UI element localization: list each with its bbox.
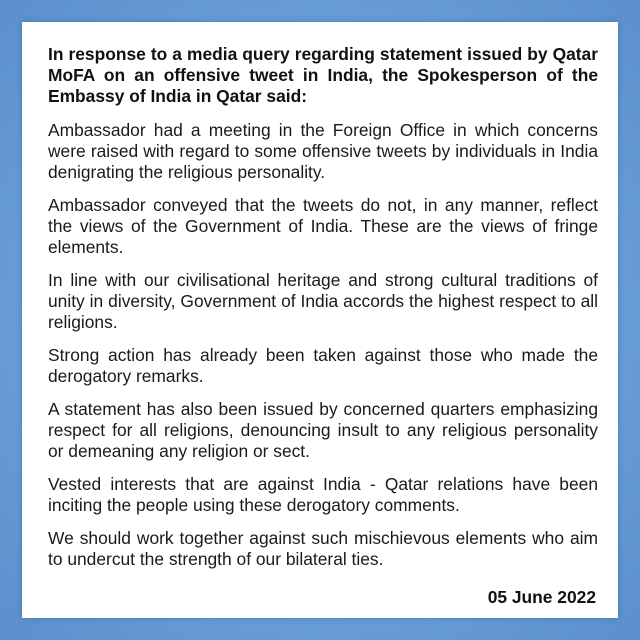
statement-date: 05 June 2022 — [487, 587, 596, 607]
statement-card — [22, 22, 618, 618]
statement-paragraph-2: Ambassador conveyed that the tweets do not, in any manner, reflect the views of the Government of India. These are the views of fringe elements. — [48, 195, 598, 257]
statement-paragraph-6: Vested interests that are against India - Qatar relations have been inciting the people using these derogatory comments. — [48, 474, 598, 515]
statement-paragraph-5: A statement has also been issued by concerned quarters emphasizing respect for all religions, denouncing insult to any religious personality or demeaning any religion or sect. — [48, 399, 598, 461]
statement-heading: In response to a media query regarding statement issued by Qatar MoFA on an offensive tweet in India, the Spokesperson of the Embassy of India in Qatar said: — [48, 44, 598, 106]
statement-paragraph-4: Strong action has already been taken against those who made the derogatory remarks. — [48, 345, 598, 386]
statement-paragraph-1: Ambassador had a meeting in the Foreign Office in which concerns were raised with regard to some offensive tweets by individuals in India denigrating the religious personality. — [48, 120, 598, 182]
statement-paragraph-7: We should work together against such mischievous elements who aim to undercut the strength of our bilateral ties. — [48, 528, 598, 569]
statement-paragraph-3: In line with our civilisational heritage and strong cultural traditions of unity in diversity, Government of India accords the highest respect to all religions. — [48, 270, 598, 332]
